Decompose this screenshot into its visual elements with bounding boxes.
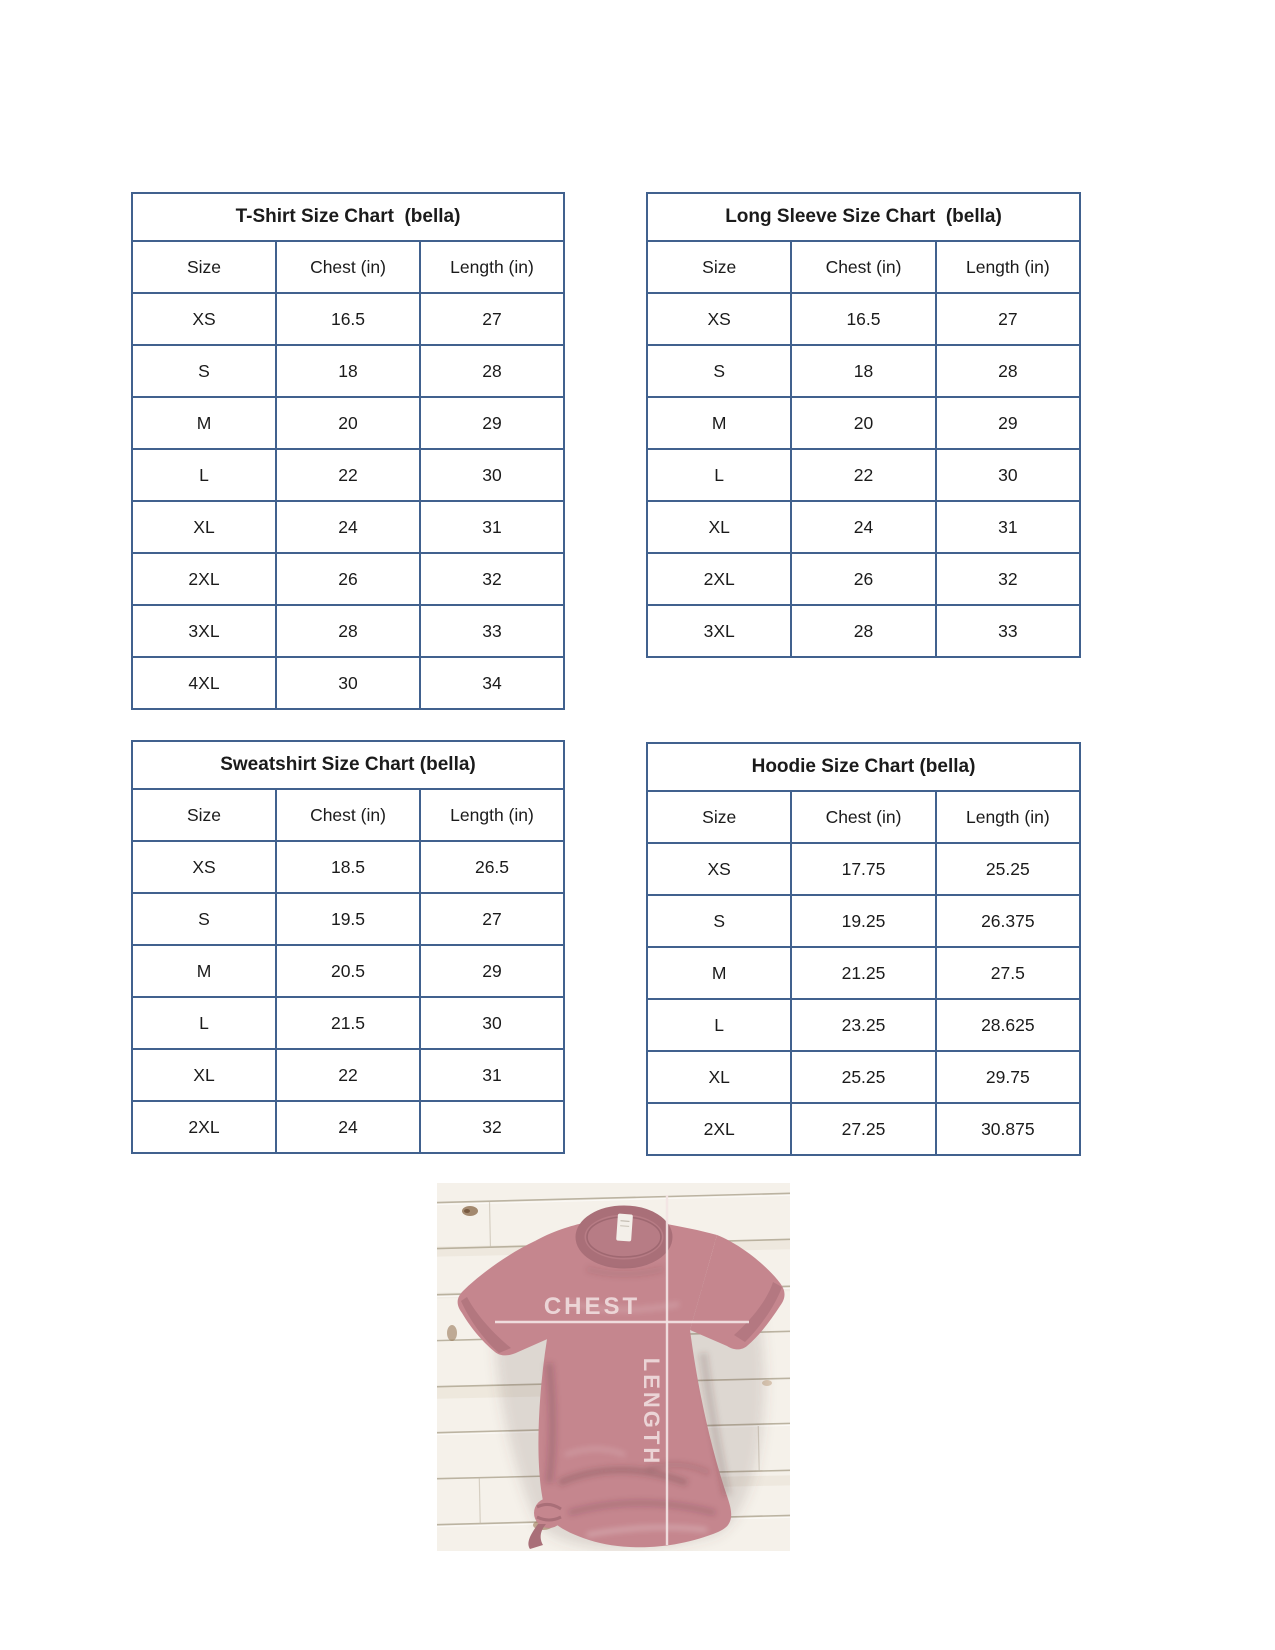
tshirt-column-header-length: Length (in) bbox=[420, 241, 564, 293]
tshirt-row-l bbox=[132, 449, 564, 501]
sweatshirt-row-l bbox=[132, 997, 564, 1049]
tshirt-l-chest: 22 bbox=[276, 449, 420, 501]
tshirt-4xl-size: 4XL bbox=[132, 657, 276, 709]
sweatshirt-s-chest: 19.5 bbox=[276, 893, 420, 945]
tshirt-xs-length: 27 bbox=[420, 293, 564, 345]
hoodie-xl-length: 29.75 bbox=[936, 1051, 1080, 1103]
hoodie-row-m bbox=[647, 947, 1080, 999]
tshirt-2xl-length: 32 bbox=[420, 553, 564, 605]
sweatshirt-s-length: 27 bbox=[420, 893, 564, 945]
hoodie-table-title: Hoodie Size Chart (bella) bbox=[647, 743, 1080, 791]
hoodie-2xl-length: 30.875 bbox=[936, 1103, 1080, 1155]
longsleeve-row-m bbox=[647, 397, 1080, 449]
longsleeve-xl-length: 31 bbox=[936, 501, 1080, 553]
hoodie-header-row bbox=[647, 791, 1080, 843]
tshirt-row-xs bbox=[132, 293, 564, 345]
tshirt-xl-chest: 24 bbox=[276, 501, 420, 553]
longsleeve-column-header-chest: Chest (in) bbox=[791, 241, 935, 293]
hoodie-column-header-length: Length (in) bbox=[936, 791, 1080, 843]
sweatshirt-xl-length: 31 bbox=[420, 1049, 564, 1101]
tshirt-row-m bbox=[132, 397, 564, 449]
hoodie-s-size: S bbox=[647, 895, 791, 947]
longsleeve-xl-chest: 24 bbox=[791, 501, 935, 553]
hoodie-l-size: L bbox=[647, 999, 791, 1051]
tshirt-xs-chest: 16.5 bbox=[276, 293, 420, 345]
longsleeve-3xl-length: 33 bbox=[936, 605, 1080, 657]
sweatshirt-m-length: 29 bbox=[420, 945, 564, 997]
longsleeve-row-l bbox=[647, 449, 1080, 501]
tshirt-row-xl bbox=[132, 501, 564, 553]
longsleeve-s-length: 28 bbox=[936, 345, 1080, 397]
sweatshirt-xs-length: 26.5 bbox=[420, 841, 564, 893]
tshirt-row-3xl bbox=[132, 605, 564, 657]
hoodie-xs-size: XS bbox=[647, 843, 791, 895]
longsleeve-row-xl bbox=[647, 501, 1080, 553]
sweatshirt-header-row bbox=[132, 789, 564, 841]
sweatshirt-m-chest: 20.5 bbox=[276, 945, 420, 997]
tshirt-3xl-size: 3XL bbox=[132, 605, 276, 657]
tshirt-header-row bbox=[132, 241, 564, 293]
hoodie-l-length: 28.625 bbox=[936, 999, 1080, 1051]
longsleeve-3xl-chest: 28 bbox=[791, 605, 935, 657]
sweatshirt-column-header-chest: Chest (in) bbox=[276, 789, 420, 841]
tshirt-4xl-length: 34 bbox=[420, 657, 564, 709]
sweatshirt-l-chest: 21.5 bbox=[276, 997, 420, 1049]
longsleeve-2xl-length: 32 bbox=[936, 553, 1080, 605]
longsleeve-table-title: Long Sleeve Size Chart (bella) bbox=[647, 193, 1080, 241]
sweatshirt-l-size: L bbox=[132, 997, 276, 1049]
longsleeve-s-size: S bbox=[647, 345, 791, 397]
tshirt-2xl-chest: 26 bbox=[276, 553, 420, 605]
longsleeve-l-size: L bbox=[647, 449, 791, 501]
sweatshirt-l-length: 30 bbox=[420, 997, 564, 1049]
longsleeve-l-length: 30 bbox=[936, 449, 1080, 501]
hoodie-column-header-size: Size bbox=[647, 791, 791, 843]
chest-label: CHEST bbox=[543, 1293, 641, 1320]
tshirt-l-size: L bbox=[132, 449, 276, 501]
longsleeve-xl-size: XL bbox=[647, 501, 791, 553]
hoodie-s-chest: 19.25 bbox=[791, 895, 935, 947]
sweatshirt-row-2xl bbox=[132, 1101, 564, 1153]
tshirt-xl-size: XL bbox=[132, 501, 276, 553]
sweatshirt-2xl-chest: 24 bbox=[276, 1101, 420, 1153]
hoodie-l-chest: 23.25 bbox=[791, 999, 935, 1051]
tshirt-l-length: 30 bbox=[420, 449, 564, 501]
hoodie-xs-chest: 17.75 bbox=[791, 843, 935, 895]
hoodie-row-2xl bbox=[647, 1103, 1080, 1155]
longsleeve-2xl-chest: 26 bbox=[791, 553, 935, 605]
sweatshirt-table-title: Sweatshirt Size Chart (bella) bbox=[132, 741, 564, 789]
sweatshirt-s-size: S bbox=[132, 893, 276, 945]
hoodie-m-chest: 21.25 bbox=[791, 947, 935, 999]
sweatshirt-title-row bbox=[132, 741, 564, 789]
longsleeve-row-s bbox=[647, 345, 1080, 397]
hoodie-row-xs bbox=[647, 843, 1080, 895]
hoodie-m-length: 27.5 bbox=[936, 947, 1080, 999]
sweatshirt-row-s bbox=[132, 893, 564, 945]
tshirt-s-chest: 18 bbox=[276, 345, 420, 397]
length-label: LENGTH bbox=[639, 1357, 664, 1467]
tshirt-3xl-length: 33 bbox=[420, 605, 564, 657]
tshirt-column-header-chest: Chest (in) bbox=[276, 241, 420, 293]
sweatshirt-m-size: M bbox=[132, 945, 276, 997]
longsleeve-title-row bbox=[647, 193, 1080, 241]
tshirt-column-header-size: Size bbox=[132, 241, 276, 293]
tshirt-m-length: 29 bbox=[420, 397, 564, 449]
tshirt-xl-length: 31 bbox=[420, 501, 564, 553]
hoodie-title-row bbox=[647, 743, 1080, 791]
tshirt-table-title: T-Shirt Size Chart (bella) bbox=[132, 193, 564, 241]
longsleeve-row-xs bbox=[647, 293, 1080, 345]
tshirt-3xl-chest: 28 bbox=[276, 605, 420, 657]
tshirt-4xl-chest: 30 bbox=[276, 657, 420, 709]
hoodie-m-size: M bbox=[647, 947, 791, 999]
longsleeve-column-header-length: Length (in) bbox=[936, 241, 1080, 293]
hoodie-s-length: 26.375 bbox=[936, 895, 1080, 947]
hoodie-xs-length: 25.25 bbox=[936, 843, 1080, 895]
tshirt-s-size: S bbox=[132, 345, 276, 397]
sweatshirt-column-header-size: Size bbox=[132, 789, 276, 841]
tshirt-xs-size: XS bbox=[132, 293, 276, 345]
hoodie-2xl-chest: 27.25 bbox=[791, 1103, 935, 1155]
longsleeve-l-chest: 22 bbox=[791, 449, 935, 501]
tshirt-size-table bbox=[131, 192, 565, 710]
sweatshirt-xl-chest: 22 bbox=[276, 1049, 420, 1101]
hoodie-row-l bbox=[647, 999, 1080, 1051]
tshirt-measurement-photo bbox=[437, 1183, 790, 1551]
tshirt-row-2xl bbox=[132, 553, 564, 605]
longsleeve-row-3xl bbox=[647, 605, 1080, 657]
tshirt-title-row bbox=[132, 193, 564, 241]
tshirt-s-length: 28 bbox=[420, 345, 564, 397]
tshirt-m-size: M bbox=[132, 397, 276, 449]
sweatshirt-row-m bbox=[132, 945, 564, 997]
longsleeve-3xl-size: 3XL bbox=[647, 605, 791, 657]
hoodie-xl-chest: 25.25 bbox=[791, 1051, 935, 1103]
neck-label bbox=[616, 1214, 633, 1242]
longsleeve-s-chest: 18 bbox=[791, 345, 935, 397]
hoodie-xl-size: XL bbox=[647, 1051, 791, 1103]
longsleeve-m-chest: 20 bbox=[791, 397, 935, 449]
longsleeve-xs-length: 27 bbox=[936, 293, 1080, 345]
tshirt-m-chest: 20 bbox=[276, 397, 420, 449]
hoodie-row-xl bbox=[647, 1051, 1080, 1103]
sweatshirt-xs-size: XS bbox=[132, 841, 276, 893]
longsleeve-column-header-size: Size bbox=[647, 241, 791, 293]
tshirt-row-4xl bbox=[132, 657, 564, 709]
sweatshirt-2xl-size: 2XL bbox=[132, 1101, 276, 1153]
longsleeve-size-table bbox=[646, 192, 1081, 658]
sweatshirt-row-xl bbox=[132, 1049, 564, 1101]
tshirt-2xl-size: 2XL bbox=[132, 553, 276, 605]
sweatshirt-size-table bbox=[131, 740, 565, 1154]
sweatshirt-2xl-length: 32 bbox=[420, 1101, 564, 1153]
tshirt-row-s bbox=[132, 345, 564, 397]
longsleeve-header-row bbox=[647, 241, 1080, 293]
sweatshirt-column-header-length: Length (in) bbox=[420, 789, 564, 841]
longsleeve-xs-chest: 16.5 bbox=[791, 293, 935, 345]
longsleeve-xs-size: XS bbox=[647, 293, 791, 345]
hoodie-size-table bbox=[646, 742, 1081, 1156]
longsleeve-2xl-size: 2XL bbox=[647, 553, 791, 605]
hoodie-row-s bbox=[647, 895, 1080, 947]
longsleeve-m-size: M bbox=[647, 397, 791, 449]
sweatshirt-xl-size: XL bbox=[132, 1049, 276, 1101]
hoodie-column-header-chest: Chest (in) bbox=[791, 791, 935, 843]
longsleeve-m-length: 29 bbox=[936, 397, 1080, 449]
longsleeve-row-2xl bbox=[647, 553, 1080, 605]
sweatshirt-row-xs bbox=[132, 841, 564, 893]
hoodie-2xl-size: 2XL bbox=[647, 1103, 791, 1155]
sweatshirt-xs-chest: 18.5 bbox=[276, 841, 420, 893]
